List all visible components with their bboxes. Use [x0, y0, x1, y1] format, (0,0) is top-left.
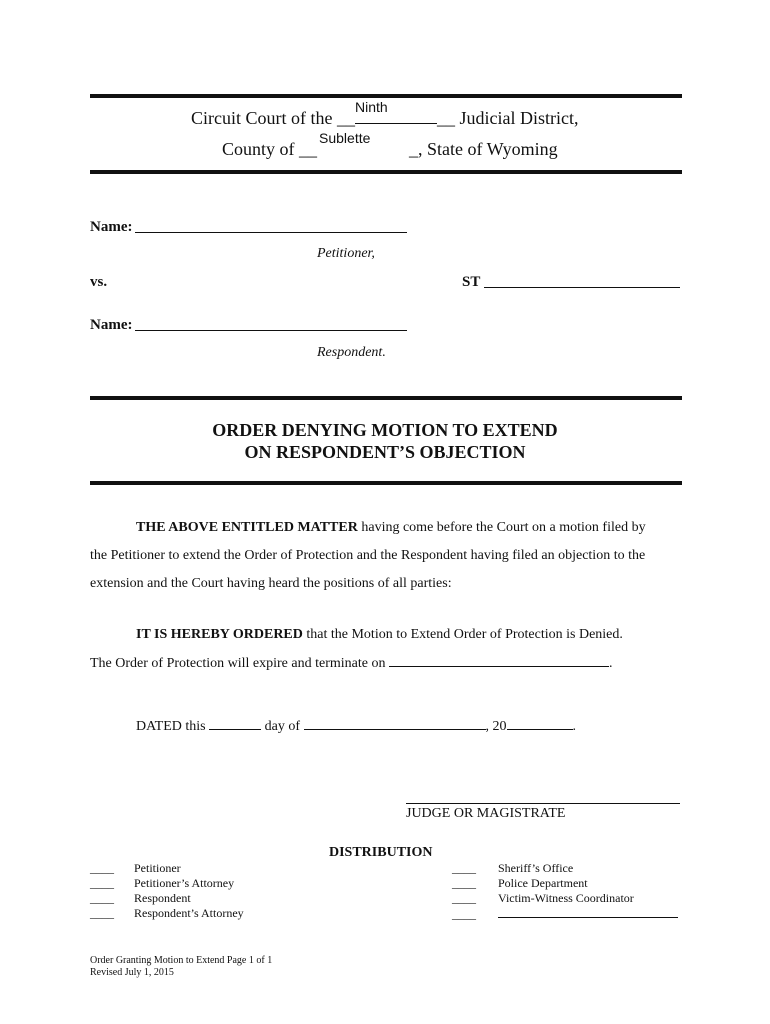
- distribution-item[interactable]: [90, 906, 244, 921]
- dated-day-field[interactable]: [209, 717, 261, 730]
- distribution-right-list: [452, 861, 678, 922]
- distribution-item[interactable]: [452, 861, 678, 876]
- order-lead: IT IS HEREBY ORDERED: [136, 627, 303, 642]
- name2-field[interactable]: [135, 330, 407, 331]
- expire-period: .: [608, 656, 613, 671]
- petitioner-label: Petitioner,: [317, 246, 375, 261]
- paragraph-findings: [90, 514, 690, 598]
- distribution-label: Respondent’s Attorney: [134, 906, 244, 920]
- title-line-2: ON RESPONDENT’S OBJECTION: [244, 442, 526, 462]
- checkbox-blank: ____: [452, 891, 476, 905]
- dated-month-field[interactable]: [304, 717, 486, 730]
- district-field[interactable]: [354, 99, 437, 124]
- checkbox-blank: ____: [452, 861, 476, 875]
- expire-text: The Order of Protection will expire and terminate on: [90, 656, 386, 671]
- expiration-date-field[interactable]: [389, 654, 609, 667]
- judge-label: JUDGE OR MAGISTRATE: [406, 806, 566, 821]
- dated-this-label: DATED this: [136, 719, 206, 734]
- findings-line-3: extension and the Court having heard the positions of all parties:: [90, 576, 452, 591]
- county-field[interactable]: [317, 130, 409, 155]
- respondent-label: Respondent.: [317, 345, 386, 360]
- checkbox-blank: ____: [452, 876, 476, 890]
- header-bottom-rule: [90, 170, 682, 174]
- county-line: [222, 130, 558, 160]
- st-label: ST: [462, 274, 481, 290]
- findings-line-1: having come before the Court on a motion filed by: [361, 520, 646, 535]
- court-line: [191, 99, 579, 129]
- state-suffix: _, State of Wyoming: [409, 139, 558, 159]
- distribution-item[interactable]: [90, 876, 244, 891]
- case-number-field[interactable]: [484, 287, 680, 288]
- header-top-rule: [90, 94, 682, 98]
- court-prefix: Circuit Court of the __: [191, 108, 355, 128]
- order-text: that the Motion to Extend Order of Protection is Denied.: [306, 627, 623, 642]
- dated-year-field[interactable]: [507, 717, 573, 730]
- distribution-label: Petitioner’s Attorney: [134, 876, 235, 890]
- distribution-left-list: [90, 861, 244, 921]
- checkbox-blank: ____: [90, 876, 114, 890]
- distribution-label: Respondent: [134, 891, 191, 905]
- checkbox-blank: ____: [90, 891, 114, 905]
- other-recipient-field[interactable]: [498, 906, 678, 918]
- checkbox-blank: ____: [90, 861, 114, 875]
- findings-lead: THE ABOVE ENTITLED MATTER: [136, 520, 358, 535]
- distribution-label: Victim-Witness Coordinator: [498, 891, 634, 905]
- vs-label: vs.: [90, 274, 108, 290]
- caption-bottom-rule: [90, 396, 682, 400]
- order-line-1: [136, 627, 623, 643]
- name2-label: Name:: [90, 317, 133, 333]
- distribution-heading: DISTRIBUTION: [329, 845, 433, 860]
- distribution-item[interactable]: [90, 891, 244, 906]
- findings-line-2: the Petitioner to extend the Order of Protection and the Respondent having filed an objection to the: [90, 548, 646, 563]
- name1-label: Name:: [90, 219, 133, 235]
- district-value: Ninth: [354, 99, 388, 115]
- county-prefix: County of __: [222, 139, 318, 159]
- year-prefix: , 20: [485, 719, 507, 734]
- checkbox-blank: ____: [452, 907, 476, 921]
- distribution-item[interactable]: [452, 906, 678, 922]
- checkbox-blank: ____: [90, 906, 114, 920]
- distribution-item[interactable]: [90, 861, 244, 876]
- court-suffix: __ Judicial District,: [436, 108, 579, 128]
- title-bottom-rule: [90, 481, 682, 485]
- distribution-label: Police Department: [498, 876, 588, 890]
- day-of-label: day of: [264, 719, 301, 734]
- name1-field[interactable]: [135, 232, 407, 233]
- distribution-item[interactable]: [452, 891, 678, 906]
- footer-revision: Revised July 1, 2015: [90, 967, 174, 978]
- county-value: Sublette: [319, 130, 371, 146]
- dated-line: [136, 717, 576, 735]
- distribution-label: Sheriff’s Office: [498, 861, 574, 875]
- dated-period: .: [572, 719, 577, 734]
- judge-signature-field[interactable]: [406, 803, 680, 804]
- distribution-item[interactable]: [452, 876, 678, 891]
- footer-form-title: Order Granting Motion to Extend Page 1 of 1: [90, 955, 273, 966]
- distribution-label: Petitioner: [134, 861, 181, 875]
- order-line-2: [90, 654, 612, 672]
- title-line-1: ORDER DENYING MOTION TO EXTEND: [212, 420, 558, 440]
